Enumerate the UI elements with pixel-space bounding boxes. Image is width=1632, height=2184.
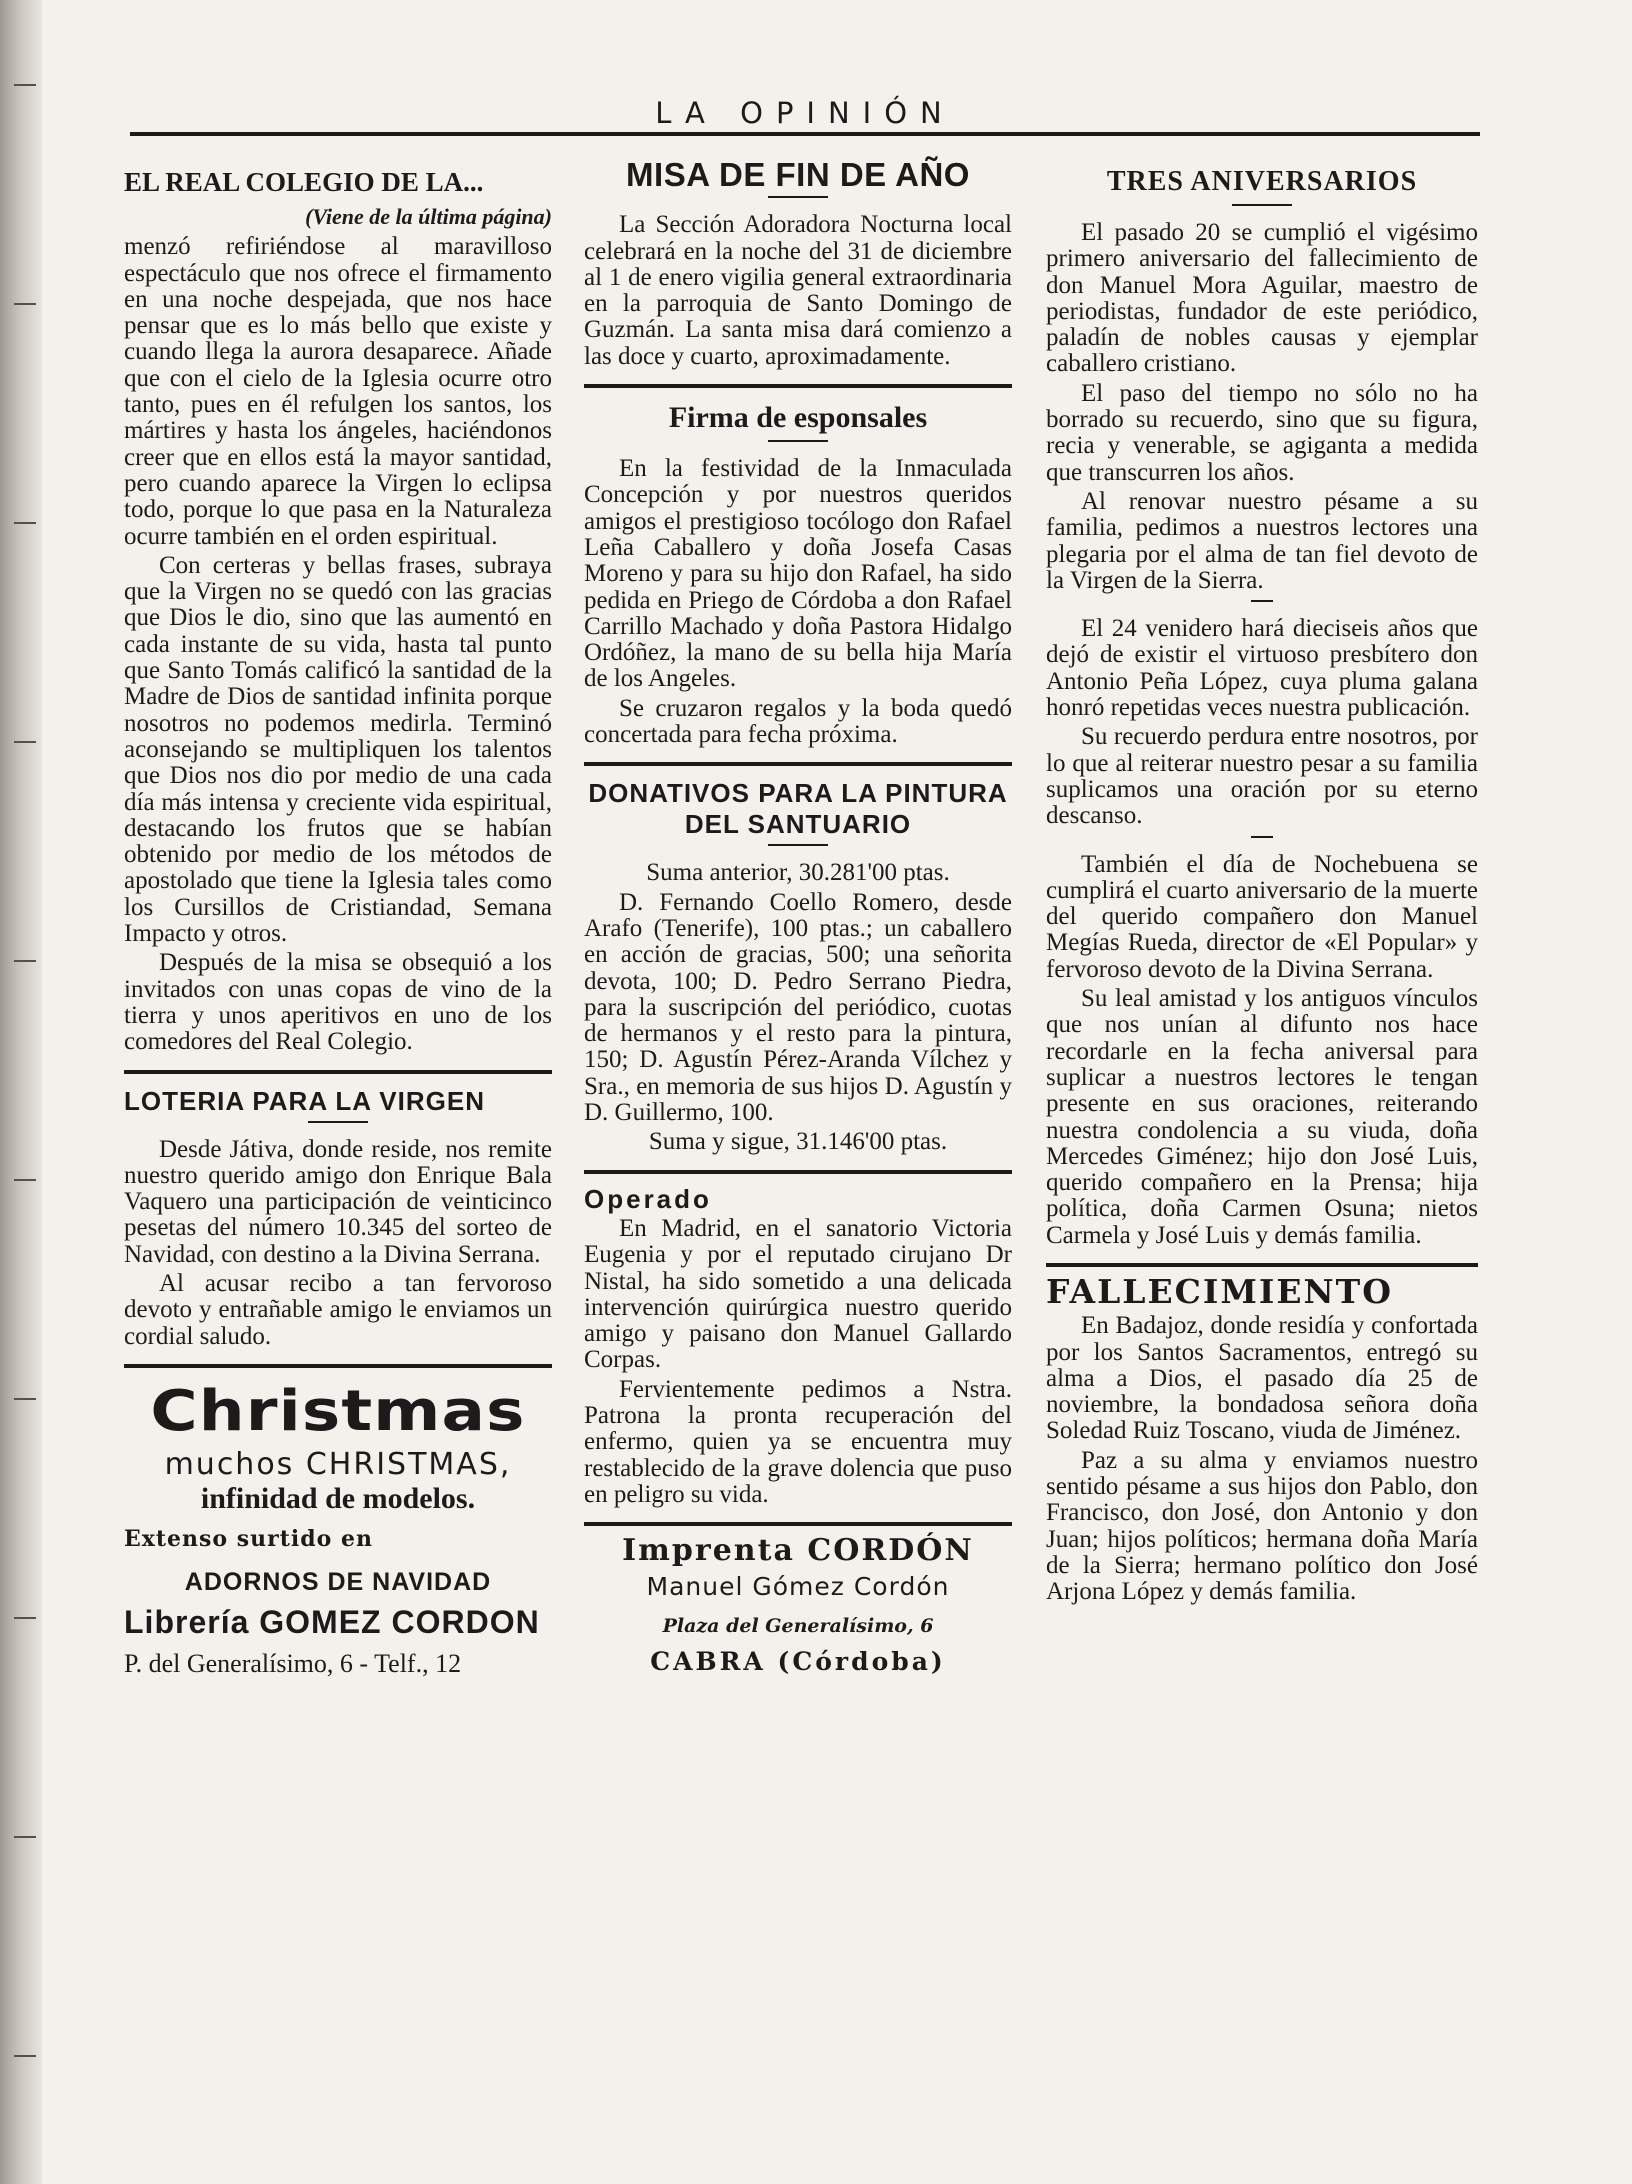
article-paragraph: En Badajoz, donde residía y confortada por los Santos Sacramentos, entregó su alma a Dios, el pasado día 25 de noviembre, la bondadosa señora doña Soledad Ruiz Toscano, viuda de Jiménez. [1046, 1312, 1478, 1445]
paragraph-separator [1251, 836, 1273, 838]
section-divider [584, 384, 1012, 388]
article-paragraph: Se cruzaron regalos y la boda quedó concertada para fecha próxima. [584, 694, 1012, 749]
article-title-fallecimiento: FALLECIMIENTO [1046, 1271, 1393, 1311]
gutter-mark [14, 2055, 36, 2057]
article-paragraph: En Madrid, en el sanatorio Victoria Eugenia y por el reputado cirujano Dr Nistal, ha sido sometido a una delicada intervención quirúrgica nuestro querido amigo y paisano don Manuel Gallardo Corpas. [584, 1214, 1012, 1374]
article-paragraph: menzó refiriéndose al maravilloso espectáculo que nos ofrece el firmamento en una noche despejada, que nos hace pensar que es lo más bello que existe y cuando llega la aurora desaparece. Añade que con el cielo de la Iglesia ocurre otro tanto, pues en él refulgen los santos, los mártires y hasta los ángeles, haciéndonos creer que en ellos está la mayor santidad, pero cuando aparece la Virgen lo eclipsa todo, porque lo que pasa en la Naturaleza ocurre también en el orden espiritual. [124, 233, 552, 550]
article-paragraph: Después de la misa se obsequió a los invitados con unas copas de vino de la tierra y unos aperitivos en uno de los comedores del Real Colegio. [124, 949, 552, 1056]
article-paragraph: Al renovar nuestro pésame a su familia, pedimos a nuestros lectores una plegaria por el alma de tan fiel devoto de la Virgen de la Sierra. [1046, 487, 1478, 594]
title-underline [308, 1121, 368, 1123]
article-title-misa: MISA DE FIN DE AÑO [626, 156, 970, 193]
article-paragraph: Fervientemente pedimos a Nstra. Patrona la pronta recuperación del enfermo, quien ya se encuentra muy restablecido de la grave dolencia que puso en peligro su vida. [584, 1375, 1012, 1508]
article-title-real-colegio: EL REAL COLEGIO DE LA... [124, 167, 484, 197]
ad-headline: Imprenta CORDÓN [622, 1533, 974, 1569]
gutter-mark [14, 1398, 36, 1400]
ad-line: infinidad de modelos. [200, 1482, 476, 1516]
ad-headline: Christmas [150, 1378, 526, 1444]
ad-line: muchos CHRISTMAS, [164, 1446, 512, 1482]
paragraph-separator [1251, 600, 1273, 602]
article-paragraph: D. Fernando Coello Romero, desde Arafo (Tenerife), 100 ptas.; un caballero en acción de gracias, 500; una señorita devota, 100; D. Pedro Serrano Piedra, para la suscripción del periódico, cuotas de hermanos y el resto para la pintura, 150; D. Agustín Pérez-Aranda Vílchez y Sra., en memoria de sus hijos D. Agustín y D. Guillermo, 100. [584, 888, 1012, 1127]
section-divider [124, 1070, 552, 1074]
article-paragraph: Su leal amistad y los antiguos vínculos que nos unían al difunto nos hace recordarle en la fecha aniversal para suplicar a nuestros lectores le tengan presente en sus oraciones, reiterando nuestra condolencia a su viuda, doña Mercedes Giménez; hijo don José Luis, querido compañero en la Prensa; hija política, doña Carmen Osuna; nietos Carmela y José Luis y demás familia. [1046, 985, 1478, 1249]
article-paragraph: Paz a su alma y enviamos nuestro sentido pésame a sus hijos don Pablo, don Francisco, don José, don Antonio y don Juan; hijos políticos; hermana doña María de la Sierra; hermano político don José Arjona López y demás familia. [1046, 1446, 1478, 1606]
ad-line: Extenso surtido en [124, 1526, 373, 1553]
section-divider [1046, 1263, 1478, 1267]
article-paragraph: El paso del tiempo no sólo no ha borrado su recuerdo, sino que su figura, recia y venerable, se agiganta a medida que transcurren los años. [1046, 379, 1478, 486]
donation-total-previous: Suma anterior, 30.281'00 ptas. [646, 859, 950, 887]
article-title-tres-aniversarios: TRES ANIVERSARIOS [1106, 166, 1418, 197]
column-left [124, 152, 552, 1678]
title-underline [768, 440, 828, 442]
article-paragraph: También el día de Nochebuena se cumplirá el cuarto aniversario de la muerte del querido compañero don Manuel Megías Rueda, director de «El Popular» y fervoroso devoto de la Divina Serrana. [1046, 850, 1478, 983]
gutter-mark [14, 1617, 36, 1619]
article-title-loteria: LOTERIA PARA LA VIRGEN [124, 1085, 485, 1116]
title-underline [768, 844, 828, 846]
gutter-mark [14, 1179, 36, 1181]
ad-line: ADORNOS DE NAVIDAD [184, 1567, 492, 1596]
ad-line: Librería GOMEZ CORDON [124, 1604, 540, 1641]
article-paragraph: Su recuerdo perdura entre nosotros, por lo que al reiterar nuestro pesar a su familia suplicamos una oración por su eterno descanso. [1046, 723, 1478, 830]
article-paragraph: El pasado 20 se cumplió el vigésimo primero aniversario del fallecimiento de don Manuel Mora Aguilar, maestro de periodistas, fundador de este periódico, paladín de nobles causas y ejemplar caballero cristiano. [1046, 219, 1478, 378]
column-right [1046, 152, 1478, 1609]
column-middle [584, 152, 1012, 1675]
masthead-rule [130, 132, 1480, 136]
ad-address: P. del Generalísimo, 6 - Telf., 12 [124, 1649, 462, 1679]
masthead-title: LA OPINIÓN [655, 96, 955, 130]
gutter-mark [14, 1836, 36, 1838]
donation-total-running: Suma y sigue, 31.146'00 ptas. [648, 1128, 948, 1156]
gutter-mark [14, 741, 36, 743]
binding-gutter [0, 0, 42, 2184]
gutter-mark [14, 84, 36, 86]
section-divider [124, 1364, 552, 1368]
ad-line: Manuel Gómez Cordón [646, 1572, 950, 1602]
article-paragraph: Desde Játiva, donde reside, nos remite nuestro querido amigo don Enrique Bala Vaquero una participación de veinticinco pesetas del número 10.345 del sorteo de Navidad, con destino a la Divina Serrana. [124, 1135, 552, 1268]
article-title-donativos: DONATIVOS PARA LA PINTURA DEL SANTUARIO [588, 778, 1008, 840]
continued-note: (Viene de la última página) [305, 204, 552, 229]
article-title-firma: Firma de esponsales [668, 401, 928, 435]
gutter-mark [14, 522, 36, 524]
section-divider [584, 1170, 1012, 1174]
article-title-operado: Operado [584, 1183, 712, 1214]
section-divider [584, 1522, 1012, 1526]
article-paragraph: Con certeras y bellas frases, subraya que la Virgen no se quedó con las gracias que Dios le dio, sino que las aumentó en cada instante de su vida, hasta tal punto que Santo Tomás calificó la santidad de la Madre de Dios de santidad infinita porque nosotros no podemos medirla. Terminó aconsejando se multipliquen los talentos que Dios nos dio por medio de una cada día más intensa y creciente vida espiritual, destacando los frutos que se habían obtenido por medio de los métodos de apostolado que tiene la Iglesia tales como los Cursillos de Cristiandad, Semana Impacto y otros. [124, 551, 552, 948]
christmas-advertisement [124, 1380, 552, 1678]
ad-city: CABRA (Córdoba) [650, 1647, 946, 1677]
article-paragraph: El 24 venidero hará dieciseis años que dejó de existir el virtuoso presbítero don Antonio Peña López, cuya pluma galana honró repetidas veces nuestra publicación. [1046, 615, 1478, 722]
title-underline [768, 196, 828, 198]
imprenta-advertisement [584, 1533, 1012, 1677]
gutter-mark [14, 303, 36, 305]
article-paragraph: Al acusar recibo a tan fervoroso devoto y entrañable amigo le enviamos un cordial saludo. [124, 1269, 552, 1350]
article-paragraph: En la festividad de la Inmaculada Concepción y por nuestros queridos amigos el prestigioso tocólogo don Rafael Leña Caballero y doña Josefa Casas Moreno y para su hijo don Rafael, ha sido pedida en Priego de Córdoba a don Rafael Carrillo Machado y doña Pastora Hidalgo Ordóñez, la mano de su bella hija María de los Angeles. [584, 455, 1012, 693]
section-divider [584, 762, 1012, 766]
title-underline [1232, 204, 1292, 206]
ad-address: Plaza del Generalísimo, 6 [662, 1614, 934, 1637]
article-paragraph: La Sección Adoradora Nocturna local celebrará en la noche del 31 de diciembre al 1 de enero vigilia general extraordinaria en la parroquia de Santo Domingo de Guzmán. La santa misa dará comienzo a las doce y cuarto, aproximadamente. [584, 211, 1012, 370]
gutter-mark [14, 960, 36, 962]
